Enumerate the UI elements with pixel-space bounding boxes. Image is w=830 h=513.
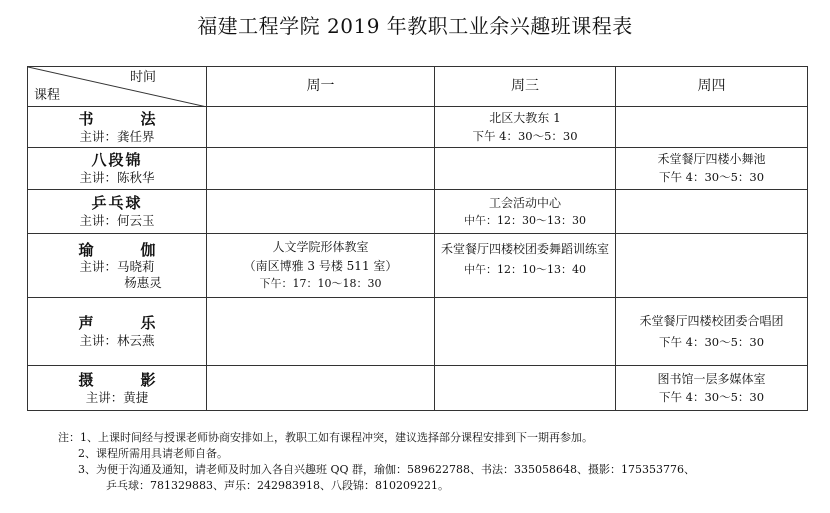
notes-section bbox=[58, 430, 818, 494]
header-day-thursday: 周四 bbox=[616, 67, 808, 107]
header-corner-cell bbox=[28, 67, 207, 107]
table-row bbox=[28, 190, 808, 234]
schedule-cell-wednesday bbox=[435, 298, 616, 366]
schedule-cell-thursday bbox=[616, 298, 808, 366]
schedule-cell-monday bbox=[207, 148, 435, 190]
course-name: 瑜 伽 bbox=[78, 240, 172, 259]
class-location: 人文学院形体教室 bbox=[272, 240, 369, 255]
header-row bbox=[28, 67, 808, 107]
class-location-detail: （南区博雅 3 号楼 511 室） bbox=[243, 259, 398, 274]
course-lecturer: 主讲：何云玉 bbox=[79, 213, 155, 229]
class-time: 下午 4：30～5：30 bbox=[658, 170, 765, 185]
schedule-cell-thursday bbox=[616, 190, 808, 234]
course-cell bbox=[28, 366, 207, 411]
table-row bbox=[28, 148, 808, 190]
header-day-wednesday: 周三 bbox=[435, 67, 616, 107]
class-time: 下午 4：30～5：30 bbox=[658, 389, 765, 404]
header-time-label: 时间 bbox=[129, 70, 156, 85]
schedule-cell-wednesday bbox=[435, 107, 616, 148]
schedule-cell-thursday bbox=[616, 107, 808, 148]
table-row bbox=[28, 366, 808, 411]
schedule-cell-thursday bbox=[616, 234, 808, 298]
course-lecturer: 主讲：龚任界 bbox=[79, 128, 155, 144]
course-name: 书 法 bbox=[78, 109, 172, 128]
course-lecturer: 主讲：林云燕 bbox=[79, 333, 155, 349]
course-cell bbox=[28, 107, 207, 148]
course-cell bbox=[28, 148, 207, 190]
course-lecturer: 主讲：黄捷 bbox=[85, 389, 149, 405]
note-line: 乒乓球：781329883、声乐：242983918、八段锦：810209221。 bbox=[106, 479, 449, 492]
header-course-label: 课程 bbox=[34, 87, 61, 103]
schedule-cell-monday bbox=[207, 234, 435, 298]
schedule-cell-monday bbox=[207, 298, 435, 366]
course-name: 乒乓球 bbox=[91, 194, 143, 213]
class-time: 中午：12：10～13：40 bbox=[464, 263, 586, 276]
class-time: 下午 4：30～5：30 bbox=[658, 334, 765, 349]
schedule-cell-wednesday bbox=[435, 234, 616, 298]
class-location: 图书馆一层多媒体室 bbox=[657, 371, 766, 386]
course-lecturer: 杨惠灵 bbox=[124, 274, 162, 290]
course-name: 八段锦 bbox=[91, 151, 143, 170]
course-cell bbox=[28, 234, 207, 298]
course-lecturer: 主讲：陈秋华 bbox=[79, 170, 155, 186]
schedule-table bbox=[27, 66, 808, 411]
class-location: 北区大教东 1 bbox=[489, 110, 561, 125]
course-name: 摄 影 bbox=[78, 370, 172, 389]
class-time: 下午：17：10～18：30 bbox=[259, 277, 382, 291]
note-line: 3、为便于沟通及通知，请老师及时加入各自兴趣班 QQ 群，瑜伽：589622788、书法：335058648、摄影：175353776、 bbox=[78, 463, 695, 476]
schedule-cell-monday bbox=[207, 107, 435, 148]
course-cell bbox=[28, 298, 207, 366]
header-day-monday: 周一 bbox=[207, 67, 435, 107]
note-line: 注：1、上课时间经与授课老师协商安排如上，教职工如有课程冲突，建议选择部分课程安排到下一期再参加。 bbox=[58, 431, 593, 444]
class-location: 工会活动中心 bbox=[488, 195, 561, 210]
class-time: 中午：12：30～13：30 bbox=[464, 213, 586, 227]
schedule-cell-wednesday bbox=[435, 148, 616, 190]
schedule-cell-thursday bbox=[616, 148, 808, 190]
schedule-cell-wednesday bbox=[435, 366, 616, 411]
course-name: 声 乐 bbox=[78, 314, 172, 333]
class-location: 禾堂餐厅四楼校团委舞蹈训练室 bbox=[440, 242, 609, 256]
course-lecturer: 主讲：马晓莉 bbox=[79, 259, 155, 275]
course-cell bbox=[28, 190, 207, 234]
class-location: 禾堂餐厅四楼小舞池 bbox=[657, 152, 766, 167]
schedule-cell-thursday bbox=[616, 366, 808, 411]
schedule-cell-monday bbox=[207, 190, 435, 234]
table-row bbox=[28, 107, 808, 148]
note-line: 2、课程所需用具请老师自备。 bbox=[78, 447, 228, 460]
class-time: 下午 4：30～5：30 bbox=[472, 128, 578, 143]
schedule-cell-monday bbox=[207, 366, 435, 411]
schedule-cell-wednesday bbox=[435, 190, 616, 234]
page-title: 福建工程学院 2019 年教职工业余兴趣班课程表 bbox=[197, 14, 633, 38]
table-row bbox=[28, 234, 808, 298]
table-row bbox=[28, 298, 808, 366]
class-location: 禾堂餐厅四楼校团委合唱团 bbox=[639, 313, 784, 328]
